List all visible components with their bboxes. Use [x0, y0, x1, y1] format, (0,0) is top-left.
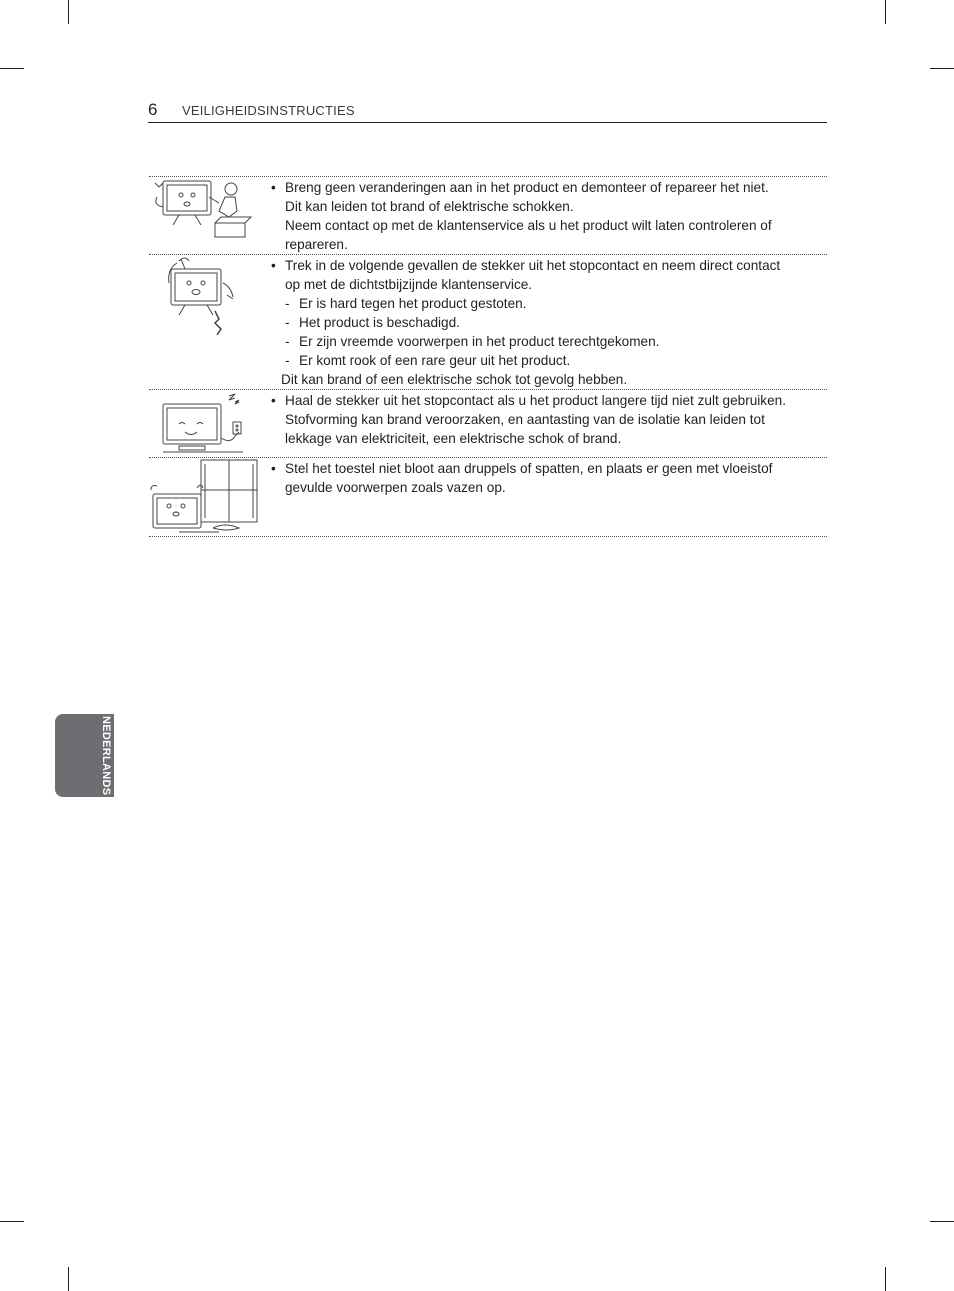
instruction-text: • Stel het toestel niet bloot aan druppels of spatten, en plaats er geen met vloeistof gevulde voorwerpen zoals vazen op.	[267, 458, 827, 536]
sub-item: Er is hard tegen het product gestoten.	[299, 296, 527, 311]
text-line: op met de dichtstbijzijnde klantenservice.	[285, 277, 533, 292]
text-line: Dit kan leiden tot brand of elektrische schokken.	[285, 199, 574, 214]
text-line: Stel het toestel niet bloot aan druppels of spatten, en plaats er geen met vloeistof	[285, 461, 773, 476]
instruction-text: • Trek in de volgende gevallen de stekker uit het stopcontact en neem direct contact op met de dichtstbijzijnde klantenservice. - Er is hard tegen het product gestoten. - Het product is beschadigd. - Er zijn vreemde voorwerpen in het product terechtgekomen. - Er komt rook of een rare geur uit het product. Dit kan brand of een elektrische schok tot gevolg hebben.	[267, 255, 827, 389]
crop-mark	[0, 1221, 24, 1222]
instruction-row	[149, 177, 827, 255]
crop-mark	[930, 68, 954, 69]
text-line: Stofvorming kan brand veroorzaken, en aantasting van de isolatie kan leiden tot	[285, 412, 765, 427]
sub-item: Er komt rook of een rare geur uit het product.	[299, 353, 571, 368]
crop-mark	[0, 68, 24, 69]
crop-mark	[930, 1221, 954, 1222]
safety-instructions-list	[149, 176, 827, 537]
text-line: lekkage van elektriciteit, een elektrische schok of brand.	[285, 431, 622, 446]
section-title: VEILIGHEIDSINSTRUCTIES	[182, 103, 355, 118]
crop-mark	[885, 1267, 886, 1291]
instruction-text: • Haal de stekker uit het stopcontact als u het product langere tijd niet zult gebruiken. Stofvorming kan brand veroorzaken, en aantasting van de isolatie kan leiden tot lekkage van elektriciteit, een elektrische schok of brand.	[267, 390, 827, 457]
instruction-text: • Breng geen veranderingen aan in het product en demonteer of repareer het niet. Dit kan leiden tot brand of elektrische schokken. Neem contact op met de klantenservice als u het product wilt laten controleren of repareren.	[267, 177, 827, 254]
instruction-row	[149, 255, 827, 390]
text-line: repareren.	[285, 237, 348, 252]
text-line: Trek in de volgende gevallen de stekker uit het stopcontact en neem direct contact	[285, 258, 781, 273]
sub-item: Er zijn vreemde voorwerpen in het product terechtgekomen.	[299, 334, 660, 349]
page-number: 6	[148, 100, 158, 119]
crop-mark	[885, 0, 886, 24]
sub-item: Het product is beschadigd.	[299, 315, 460, 330]
text-line: Breng geen veranderingen aan in het product en demonteer of repareer het niet.	[285, 180, 769, 195]
tv-repair-icon	[149, 177, 267, 254]
tv-water-window-icon	[149, 458, 267, 536]
tv-sleeping-unplugged-icon	[149, 390, 267, 457]
tv-unplug-damage-icon	[149, 255, 267, 389]
language-tab-label: NEDERLANDS	[100, 716, 112, 796]
text-line: Neem contact op met de klantenservice als u het product wilt laten controleren of	[285, 218, 772, 233]
instruction-row	[149, 390, 827, 458]
page-header	[148, 100, 827, 123]
text-line: Haal de stekker uit het stopcontact als u het product langere tijd niet zult gebruiken.	[285, 393, 786, 408]
instruction-row	[149, 458, 827, 537]
text-line: gevulde voorwerpen zoals vazen op.	[285, 480, 506, 495]
crop-mark	[68, 1267, 69, 1291]
crop-mark	[68, 0, 69, 24]
row-footer: Dit kan brand of een elektrische schok tot gevolg hebben.	[281, 372, 628, 387]
